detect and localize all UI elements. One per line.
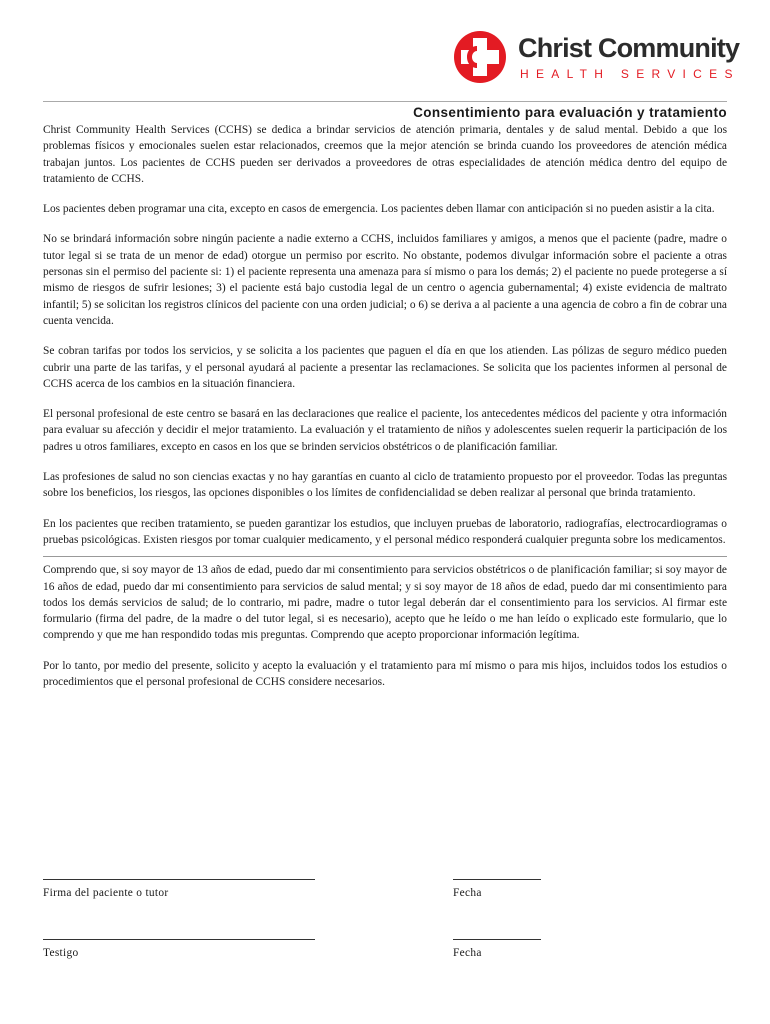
consent-divider <box>43 556 727 557</box>
header-divider <box>43 101 727 102</box>
cchs-logo <box>452 27 740 89</box>
paragraph-guarantees: Las profesiones de salud no son ciencias exactas y no hay garantías en cuanto al ciclo de tratamiento propuesto por el proveedor. Todas las preguntas sobre los beneficios, los riesgos, las opciones disponibles o los límites de confidencialidad se deben realizar al personal que brinda tratamiento. <box>43 471 727 500</box>
witness-line <box>43 939 315 941</box>
date-label-2: Fecha <box>453 947 482 959</box>
paragraph-confidentiality: No se brindará información sobre ningún paciente a nadie externo a CCHS, incluidos familiares y amigos, a menos que el paciente (padre, madre o tutor legal si se trata de un menor de edad) otorgue un permiso por escrito. No obstante, podemos divulgar información sobre el paciente a otras personas sin el permiso del paciente si: 1) el paciente representa una amenaza para sí mismo o para los demás; 2) el paciente no puede protegerse a sí mismo de riesgos de sufrir lesiones; 3) el paciente está bajo custodia legal de un centro o agencia gubernamental; 4) existe evidencia de maltrato infantil; 5) se solicitan los registros clínicos del paciente con una orden judicial; o 6) se deriva a al paciente a una agencia de cobro a fin de cobrar una cuenta vencida. <box>43 233 727 327</box>
paragraph-fees: Se cobran tarifas por todos los servicios, y se solicita a los pacientes que paguen el día en que los atienden. Las pólizas de seguro médico pueden cubrir una parte de las tarifas, y el personal ayudará al paciente a presentar las reclamaciones. Se solicita que los pacientes informen al personal de CCHS acerca de los cambios en la situación financiera. <box>43 345 727 390</box>
witness-signature-field[interactable] <box>43 939 315 959</box>
paragraph-consent-request: Por lo tanto, por medio del presente, solicito y acepto la evaluación y el tratamiento para mí mismo o para mis hijos, incluidos todos los estudios o procedimientos que el personal profesional de CCHS considere necesarios. <box>43 659 727 689</box>
date-field-2[interactable] <box>453 939 541 959</box>
logo-subtitle: HEALTH SERVICES <box>520 67 740 81</box>
paragraph-intro: Christ Community Health Services (CCHS) se dedica a brindar servicios de atención primaria, dentales y de salud mental. Debido a que los problemas físicos y emocionales suelen estar relacionados, creemos que la mejor atención se brinda cuando los proveedores de atención médica trabajan juntos. Los pacientes de CCHS pueden ser derivados a proveedores de otras especialidades de atención médica dentro del equipo de tratamiento de CCHS. <box>43 124 727 185</box>
paragraph-consent-age: Comprendo que, si soy mayor de 13 años de edad, puedo dar mi consentimiento para servicios obstétricos o de planificación familiar; si soy mayor de 16 años de edad, puedo dar mi consentimiento para servicios de salud mental; y si soy mayor de 18 años de edad, puedo dar mi consentimiento para todos los demás servicios de salud; de lo contrario, mi padre, madre o tutor legal deberán dar el consentimiento para los servicios. Al firmar este formulario (firma del padre, de la madre o del tutor legal, si es necesario), acepto que he leído o me han leído o explicado este formulario, que lo comprendo y que me han respondido todas mis preguntas. Comprendo que acepto proporcionar información legítima. <box>43 564 727 642</box>
date-line <box>453 939 541 941</box>
signature-line <box>43 879 315 881</box>
patient-signature-label: Firma del paciente o tutor <box>43 887 169 899</box>
paragraph-studies: En los pacientes que reciben tratamiento, se pueden garantizar los estudios, que incluyen pruebas de laboratorio, radiografías, electrocardiogramas o pruebas psicológicas. Existen riesgos por tomar cualquier medicamento, y el personal médico responderá cualquier pregunta sobre los medicamentos. <box>43 517 727 546</box>
witness-label: Testigo <box>43 947 79 959</box>
document-body <box>43 122 727 704</box>
logo-name: Christ Community <box>518 33 740 63</box>
document-title: Consentimiento para evaluación y tratamiento <box>413 105 727 120</box>
date-label-1: Fecha <box>453 887 482 899</box>
paragraph-evaluation: El personal profesional de este centro se basará en las declaraciones que realice el paciente, los antecedentes médicos del paciente y otra información para evaluar su afección y decidir el mejor tratamiento. La evaluación y el tratamiento de niños y adolescentes suelen requerir la participación de los padres u otros familiares, excepto en casos en los que se brinden servicios obstétricos o de planificación familiar. <box>43 408 727 453</box>
date-line <box>453 879 541 881</box>
paragraph-appointments: Los pacientes deben programar una cita, excepto en casos de emergencia. Los pacientes deben llamar con anticipación si no pueden asistir a la cita. <box>43 203 715 216</box>
red-cross-logo-icon <box>452 29 508 85</box>
date-field-1[interactable] <box>453 879 541 899</box>
patient-signature-field[interactable] <box>43 879 315 899</box>
